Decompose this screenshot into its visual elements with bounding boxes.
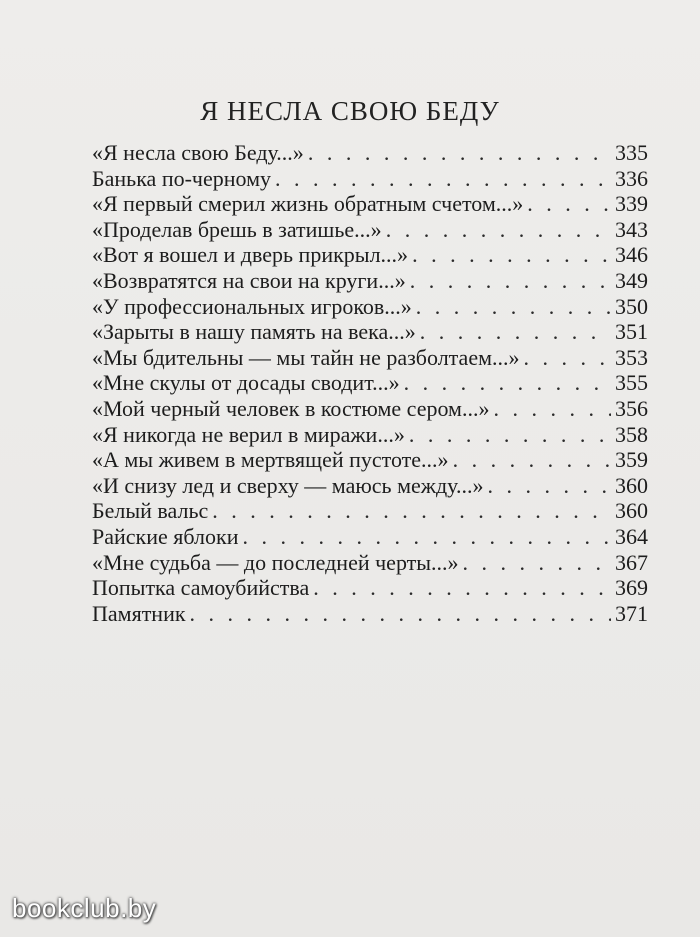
toc-entry-title: «Мой черный человек в костюме сером...» [92, 395, 490, 421]
toc-entry-page-number: 359 [615, 447, 648, 473]
toc-entry-title: Банька по-черному [92, 165, 272, 191]
toc-entry [92, 191, 648, 217]
toc-entry-page-number: 336 [615, 165, 648, 191]
dot-leader [386, 217, 611, 243]
toc-entry [92, 498, 648, 524]
dot-leader [493, 396, 611, 422]
watermark-logo: bookclub.by [12, 893, 157, 923]
toc-entry [92, 370, 648, 396]
dot-leader [308, 140, 611, 166]
section-title: Я НЕСЛА СВОЮ БЕДУ [200, 96, 500, 126]
toc-entry-page-number: 349 [615, 267, 648, 293]
dot-leader [416, 294, 611, 320]
toc-entry-title: «И снизу лед и сверху — маюсь между...» [92, 472, 484, 498]
toc-entry-title: «Я несла свою Беду...» [92, 140, 304, 165]
toc-entry-title: Памятник [92, 600, 186, 626]
dot-leader [242, 524, 611, 550]
toc-entry [92, 319, 648, 345]
dot-leader [212, 498, 611, 524]
toc-entry-title: «Мне судьба — до последней черты...» [92, 549, 459, 575]
toc-entry-title: «Я первый смерил жизнь обратным счетом...» [92, 191, 524, 217]
dot-leader [412, 242, 611, 268]
dot-leader [404, 370, 611, 396]
toc-entry-title: «А мы живем в мертвящей пустоте...» [92, 447, 449, 473]
toc-entry-title: «Мы бдительны — мы тайн не разболтаем...» [92, 344, 520, 370]
toc-entry-page-number: 369 [615, 575, 648, 601]
toc-entry-page-number: 355 [615, 370, 648, 396]
toc-entry [92, 524, 648, 550]
toc-entry [92, 473, 648, 499]
toc-entry-page-number: 367 [615, 549, 648, 575]
toc-entry-page-number: 356 [615, 395, 648, 421]
toc-entry [92, 140, 648, 166]
table-of-contents [92, 140, 648, 626]
toc-entry-page-number: 343 [615, 216, 648, 242]
toc-entry-page-number: 360 [615, 498, 648, 524]
toc-entry-title: «Зарыты в нашу память на века...» [92, 319, 416, 345]
toc-entry [92, 217, 648, 243]
dot-leader [313, 575, 611, 601]
toc-entry [92, 422, 648, 448]
toc-entry-page-number: 371 [615, 600, 648, 626]
toc-entry-title: Райские яблоки [92, 523, 239, 549]
dot-leader [463, 550, 611, 576]
toc-entry [92, 166, 648, 192]
toc-entry-page-number: 335 [615, 140, 648, 165]
dot-leader [453, 447, 611, 473]
toc-entry-page-number: 350 [615, 293, 648, 319]
toc-entry-title: Белый вальс [92, 498, 209, 524]
dot-leader [275, 166, 611, 192]
toc-entry-title: Попытка самоубийства [92, 575, 310, 601]
show-through-text [300, 790, 303, 804]
toc-entry-page-number: 346 [615, 242, 648, 268]
dot-leader [409, 422, 611, 448]
toc-entry [92, 447, 648, 473]
toc-entry [92, 601, 648, 627]
toc-entry-title: «Проделав брешь в затишье...» [92, 216, 382, 242]
toc-entry-page-number: 353 [615, 344, 648, 370]
toc-entry-title: «Мне скулы от досады сводит...» [92, 370, 400, 396]
toc-entry-title: «Вот я вошел и дверь прикрыл...» [92, 242, 409, 268]
dot-leader [487, 473, 611, 499]
toc-entry-title: «Возвратятся на свои на круги...» [92, 267, 406, 293]
dot-leader [190, 601, 611, 627]
dot-leader [410, 268, 611, 294]
toc-entry [92, 575, 648, 601]
toc-entry-page-number: 358 [615, 421, 648, 447]
toc-entry [92, 345, 648, 371]
toc-entry [92, 294, 648, 320]
toc-entry-page-number: 351 [615, 319, 648, 345]
toc-entry [92, 396, 648, 422]
toc-entry-title: «У профессиональных игроков...» [92, 293, 412, 319]
dot-leader [420, 319, 611, 345]
dot-leader [527, 191, 611, 217]
toc-entry-page-number: 339 [615, 191, 648, 217]
toc-entry [92, 268, 648, 294]
toc-entry-page-number: 364 [615, 523, 648, 549]
toc-entry [92, 242, 648, 268]
dot-leader [524, 345, 611, 371]
toc-entry-title: «Я никогда не верил в миражи...» [92, 421, 405, 447]
toc-entry-page-number: 360 [615, 472, 648, 498]
toc-entry [92, 550, 648, 576]
